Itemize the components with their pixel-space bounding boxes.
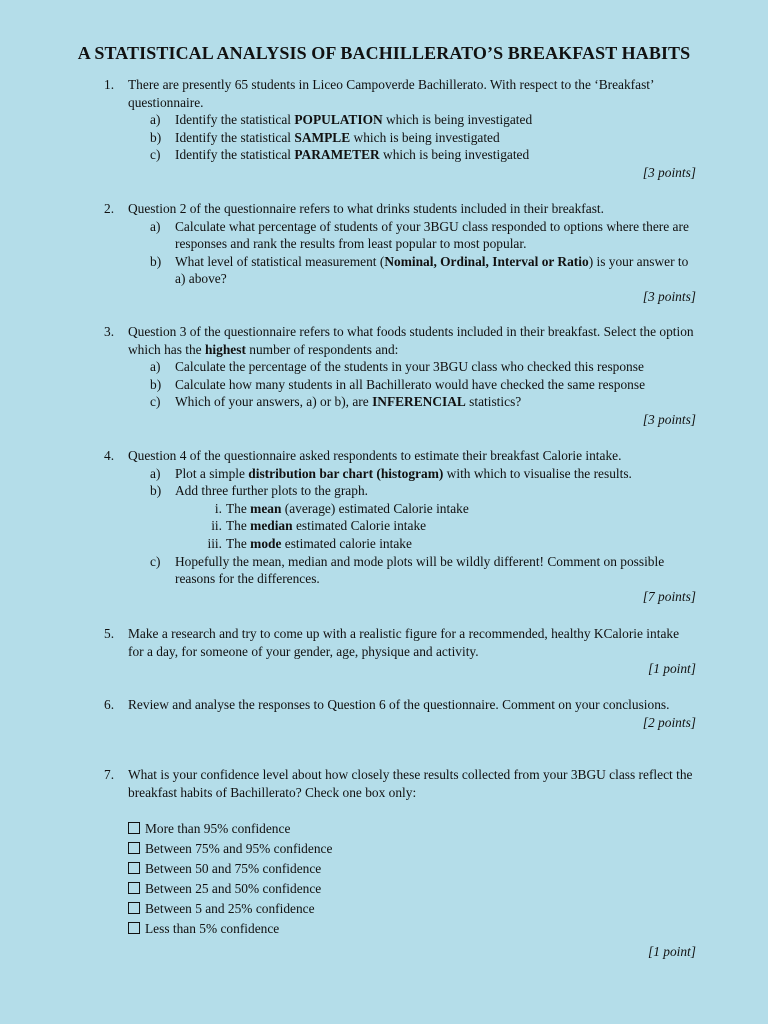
question-text: What is your confidence level about how closely these results collected from your 3BGU class reflect the breakfast habits of Bachillerato? Check one box only: bbox=[128, 767, 693, 800]
confidence-option[interactable]: More than 95% confidence bbox=[128, 819, 696, 839]
question-text: Review and analyse the responses to Question 6 of the questionnaire. Comment on your conclusions. bbox=[128, 697, 670, 712]
subquestion-b: b) Add three further plots to the graph. bbox=[150, 483, 368, 499]
checkbox-icon[interactable] bbox=[128, 922, 140, 934]
subquestion-a: a) Calculate what percentage of students of your 3BGU class responded to options where there are responses and rank the results from least popular to most popular. bbox=[150, 218, 689, 252]
checkbox-icon[interactable] bbox=[128, 882, 140, 894]
subquestion-a: a) Identify the statistical POPULATION which is being investigated bbox=[150, 112, 533, 128]
checkbox-icon[interactable] bbox=[128, 902, 140, 914]
question-text: Question 4 of the questionnaire asked respondents to estimate their breakfast Calorie intake. bbox=[128, 448, 622, 463]
subitem-iii: iii. The mode estimated calorie intake bbox=[207, 535, 412, 551]
question-text: Make a research and try to come up with a realistic figure for a recommended, healthy KCalorie intake for a day, for someone of your gender, age, physique and activity. bbox=[128, 626, 680, 659]
checkbox-icon[interactable] bbox=[128, 842, 140, 854]
question-1 bbox=[104, 76, 696, 182]
confidence-option[interactable]: Between 25 and 50% confidence bbox=[128, 879, 696, 899]
question-text: Question 3 of the questionnaire refers to what foods students included in their breakfast. Select the option which has the highest number of respondents and: bbox=[128, 324, 694, 357]
subitem-ii: ii. The median estimated Calorie intake bbox=[211, 518, 427, 534]
checkbox-icon[interactable] bbox=[128, 862, 140, 874]
question-number: 1. bbox=[104, 77, 115, 92]
confidence-option[interactable]: Less than 5% confidence bbox=[128, 919, 696, 939]
subitem-i: i. The mean (average) estimated Calorie intake bbox=[214, 500, 469, 516]
question-5 bbox=[104, 625, 696, 678]
points-label: [3 points] bbox=[642, 411, 696, 427]
subquestion-a: a) Calculate the percentage of the students in your 3BGU class who checked this response bbox=[150, 359, 644, 375]
points-label: [1 point] bbox=[648, 661, 696, 677]
points-label: [2 points] bbox=[642, 714, 696, 730]
confidence-option[interactable]: Between 5 and 25% confidence bbox=[128, 899, 696, 919]
question-6 bbox=[104, 696, 696, 731]
question-3 bbox=[104, 323, 696, 429]
subquestion-c: c) Which of your answers, a) or b), are INFERENCIAL statistics? bbox=[150, 394, 522, 410]
question-number: 7. bbox=[104, 767, 115, 782]
subquestion-b: b) Identify the statistical SAMPLE which is being investigated bbox=[150, 129, 500, 145]
subquestion-a: a) Plot a simple distribution bar chart (histogram) with which to visualise the results. bbox=[150, 465, 632, 481]
points-label: [3 points] bbox=[642, 164, 696, 180]
points-label: [3 points] bbox=[642, 288, 696, 304]
page-title: A STATISTICAL ANALYSIS OF BACHILLERATO’S BREAKFAST HABITS bbox=[77, 43, 691, 63]
points-label: [1 point] bbox=[648, 944, 696, 960]
question-number: 4. bbox=[104, 448, 115, 463]
question-7 bbox=[104, 766, 696, 961]
subquestion-b: b) Calculate how many students in all Bachillerato would have checked the same response bbox=[150, 376, 646, 392]
question-number: 6. bbox=[104, 697, 115, 712]
question-2 bbox=[104, 200, 696, 306]
question-text: Question 2 of the questionnaire refers to what drinks students included in their breakfast. bbox=[128, 201, 604, 216]
checkbox-icon[interactable] bbox=[128, 822, 140, 834]
subquestion-c: c) Identify the statistical PARAMETER which is being investigated bbox=[150, 147, 530, 163]
confidence-option[interactable]: Between 50 and 75% confidence bbox=[128, 859, 696, 879]
points-label: [7 points] bbox=[642, 588, 696, 604]
question-number: 2. bbox=[104, 201, 115, 216]
question-number: 5. bbox=[104, 626, 115, 641]
subquestion-c: c) Hopefully the mean, median and mode plots will be wildly different! Comment on possible reasons for the differences. bbox=[150, 553, 665, 587]
question-number: 3. bbox=[104, 324, 115, 339]
confidence-option[interactable]: Between 75% and 95% confidence bbox=[128, 839, 696, 859]
question-text: There are presently 65 students in Liceo Campoverde Bachillerato. With respect to the ‘Breakfast’ questionnaire. bbox=[128, 77, 654, 110]
question-4 bbox=[104, 447, 696, 605]
subquestion-b: b) What level of statistical measurement (Nominal, Ordinal, Interval or Ratio) is your answer to a) above? bbox=[150, 253, 689, 287]
